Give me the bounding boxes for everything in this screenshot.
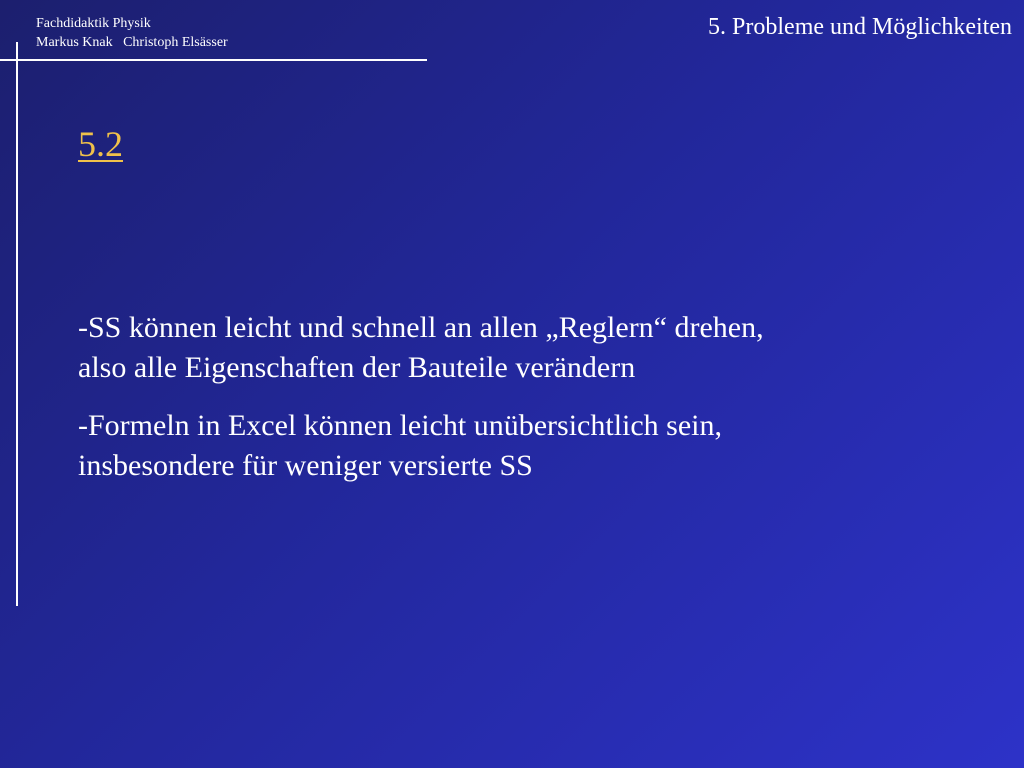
slide-number-link[interactable]: 5.2	[78, 124, 123, 164]
course-info	[36, 14, 228, 52]
paragraph-line: insbesondere für weniger versierte SS	[78, 449, 533, 482]
header-divider-horizontal	[0, 59, 427, 61]
paragraph-line: also alle Eigenschaften der Bauteile verändern	[78, 351, 636, 384]
bullet-paragraph-1	[78, 308, 958, 388]
paragraph-line: -Formeln in Excel können leicht unübersichtlich sein,	[78, 409, 723, 442]
section-title: 5. Probleme und Möglichkeiten	[708, 14, 1012, 40]
margin-divider-vertical	[16, 42, 18, 606]
slide-body	[78, 308, 958, 504]
bullet-paragraph-2	[78, 406, 958, 486]
author-names: Markus Knak Christoph Elsässer	[36, 35, 228, 50]
course-name: Fachdidaktik Physik	[36, 16, 151, 31]
paragraph-line: -SS können leicht und schnell an allen „Reglern“ drehen,	[78, 311, 764, 344]
